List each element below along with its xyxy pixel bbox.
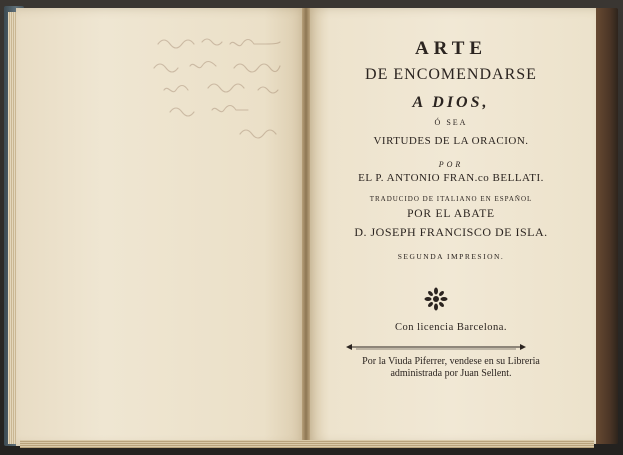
subtitle: VIRTUDES DE LA ORACION.	[373, 135, 529, 147]
by-label: POR	[438, 160, 464, 169]
edition: SEGUNDA IMPRESION.	[397, 252, 505, 261]
author: EL P. ANTONIO FRAN.co BELLATI.	[358, 172, 544, 184]
imprint-line-1: Por la Viuda Piferrer, vendese en su Libreria	[362, 356, 540, 367]
title-line-2: DE ENCOMENDARSE	[365, 66, 537, 83]
subtitle-connector: Ó SEA	[434, 118, 468, 127]
imprint-line-2: administrada por Juan Sellent.	[390, 368, 512, 379]
handwriting-bleed-through	[150, 30, 300, 150]
translation-note: TRADUCIDO DE ITALIANO EN ESPAÑOL	[369, 195, 533, 203]
translator: D. JOSEPH FRANCISCO DE ISLA.	[354, 225, 548, 239]
decorative-rule	[346, 343, 526, 351]
title-line-3: A DIOS,	[412, 94, 490, 111]
license-line: Con licencia Barcelona.	[394, 322, 508, 333]
title-line-1: ARTE	[414, 38, 488, 59]
page-bottom-edges	[20, 440, 594, 448]
printer-ornament	[424, 287, 448, 311]
translator-prefix: POR EL ABATE	[407, 208, 495, 220]
